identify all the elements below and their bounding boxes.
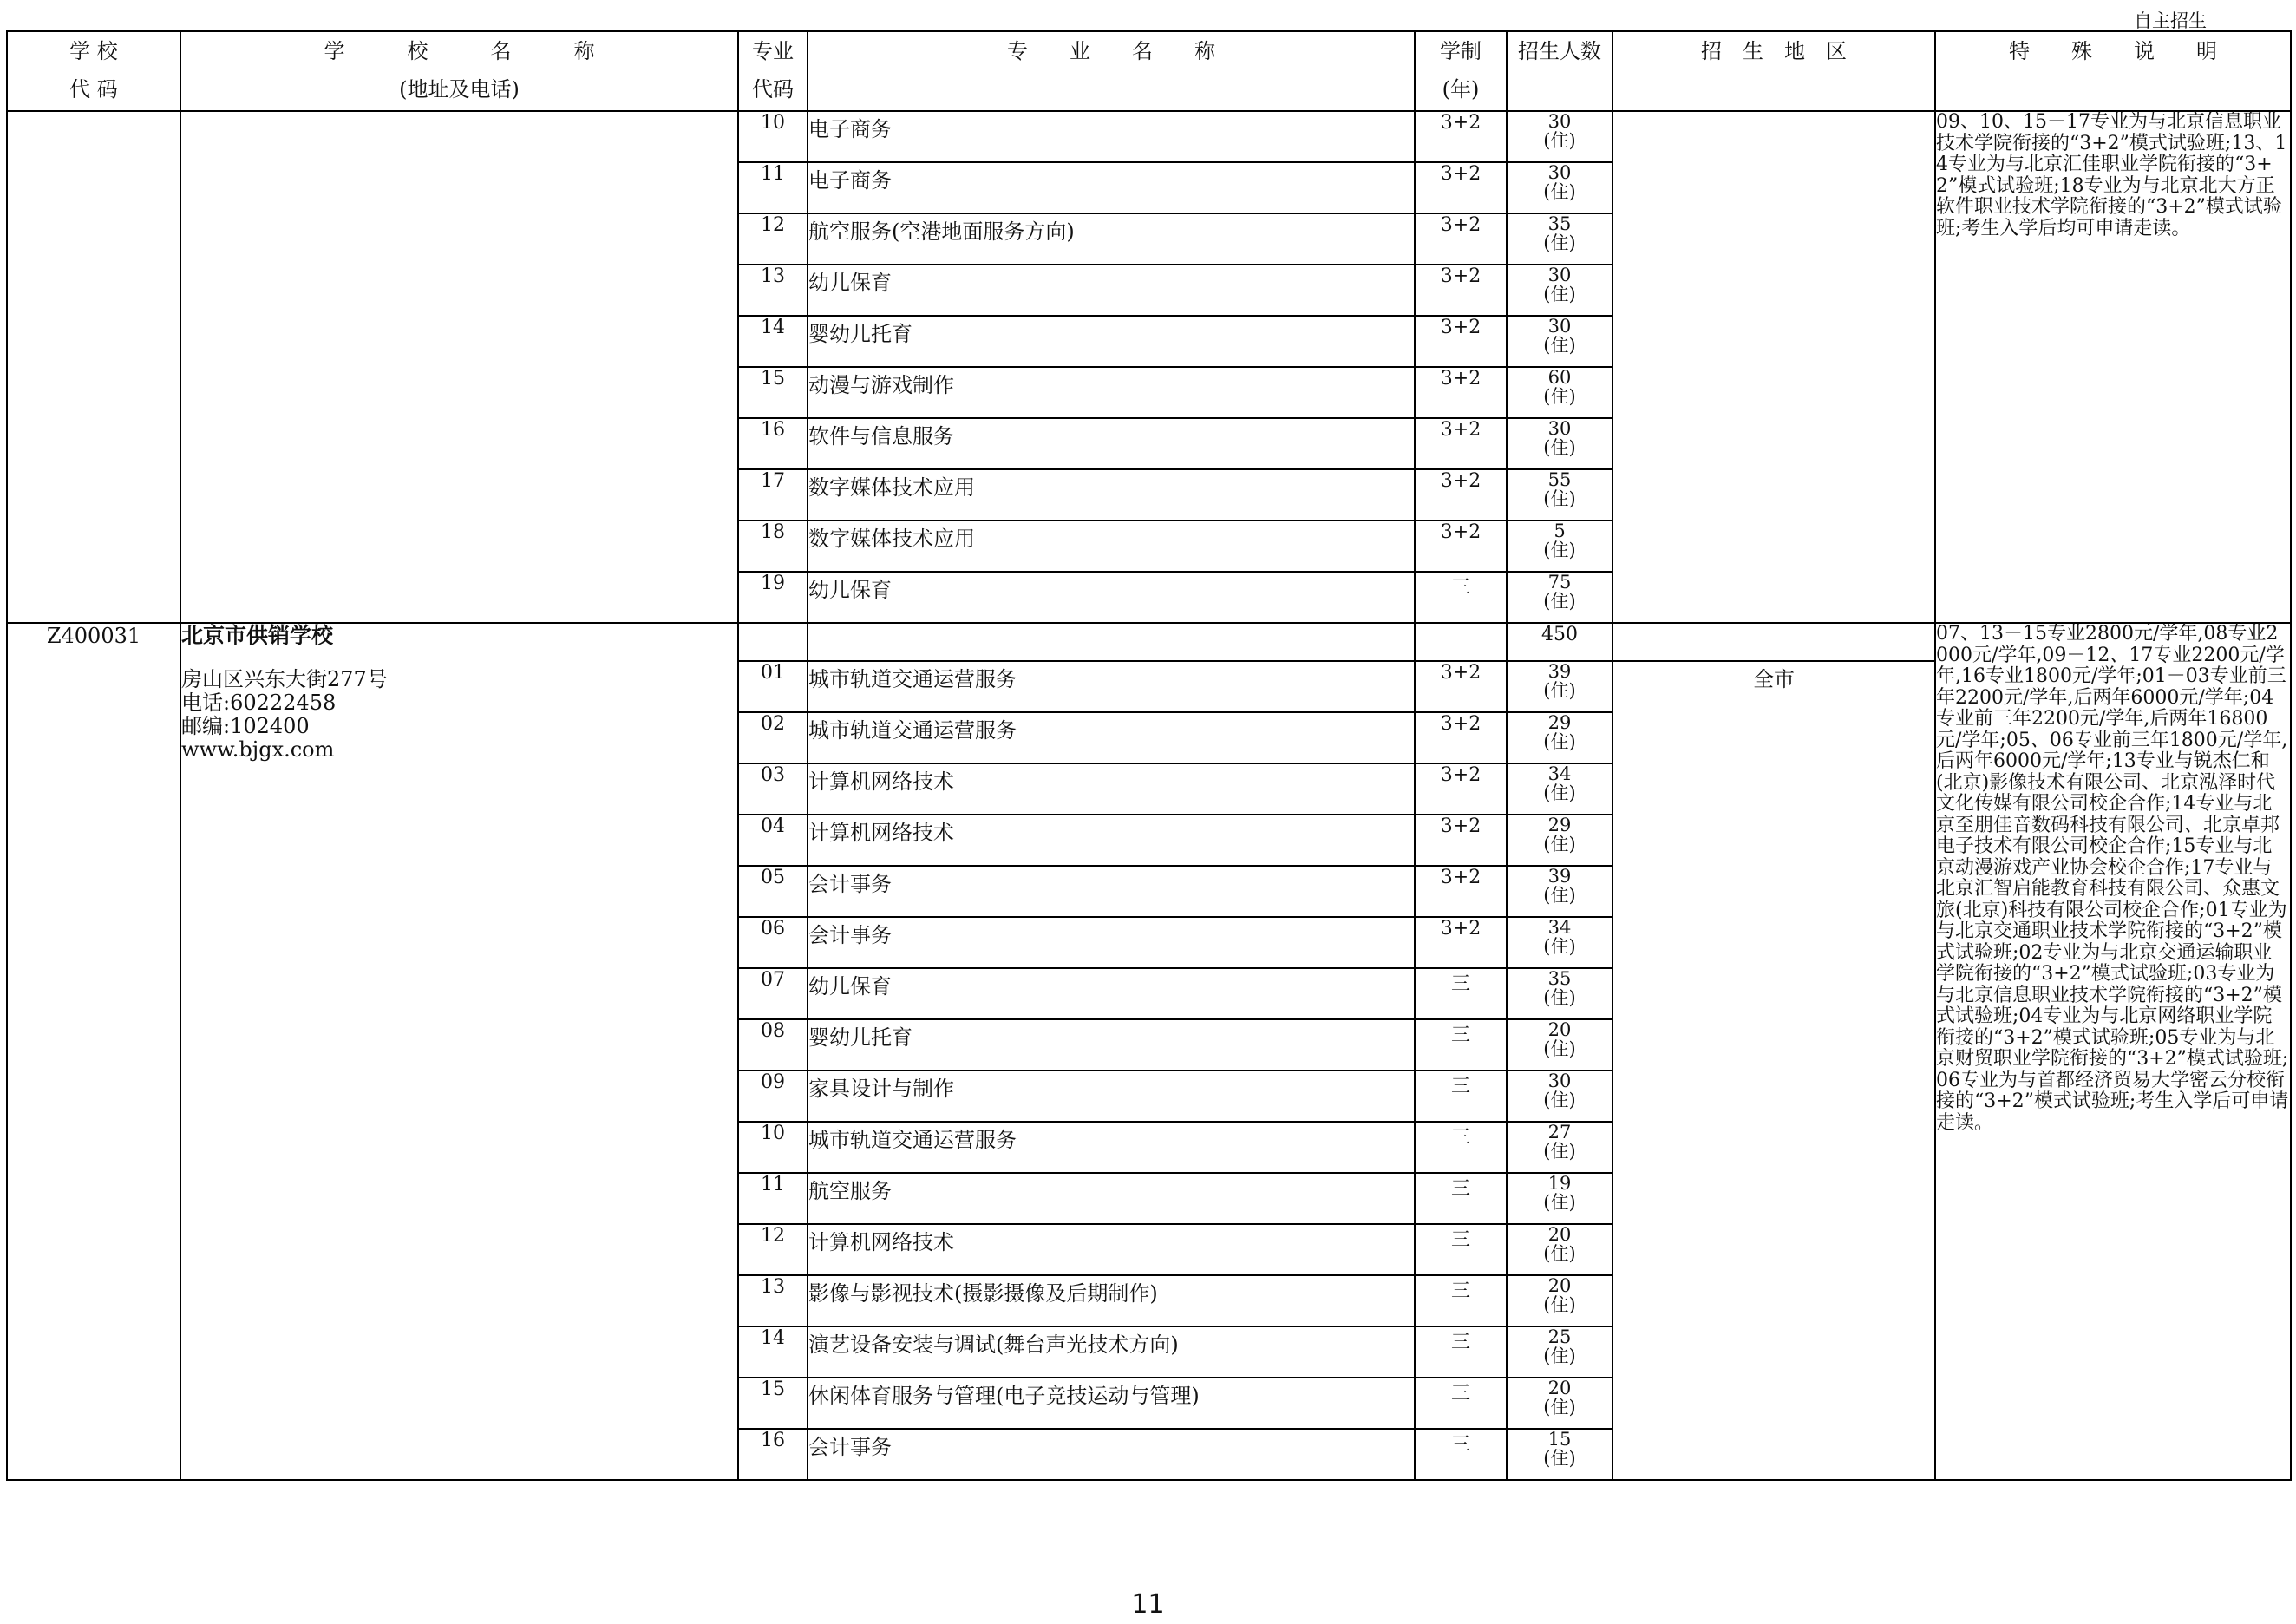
lodging-label: (住) xyxy=(1543,834,1576,855)
count-value: 5 xyxy=(1554,521,1566,541)
enrollment-count xyxy=(1507,866,1612,917)
major-code: 16 xyxy=(738,1429,808,1480)
major-name: 休闲体育服务与管理(电子竞技运动与管理) xyxy=(808,1378,1415,1429)
major-code: 07 xyxy=(738,968,808,1019)
count-value: 30 xyxy=(1547,265,1572,285)
enrollment-count xyxy=(1507,1019,1612,1071)
major-name: 婴幼儿托育 xyxy=(808,1019,1415,1071)
major-duration: 3+2 xyxy=(1415,367,1507,418)
header-region: 招 生 地 区 xyxy=(1612,31,1935,111)
count-value: 34 xyxy=(1547,917,1572,938)
total-enrollment: 450 xyxy=(1507,623,1612,661)
lodging-label: (住) xyxy=(1543,936,1576,957)
count-value: 30 xyxy=(1547,1071,1572,1091)
major-name: 城市轨道交通运营服务 xyxy=(808,661,1415,712)
major-duration: 3+2 xyxy=(1415,162,1507,213)
count-value: 34 xyxy=(1547,763,1572,784)
major-name: 动漫与游戏制作 xyxy=(808,367,1415,418)
major-code: 09 xyxy=(738,1071,808,1122)
major-code: 16 xyxy=(738,418,808,469)
major-name: 数字媒体技术应用 xyxy=(808,521,1415,572)
major-name: 演艺设备安装与调试(舞台声光技术方向) xyxy=(808,1326,1415,1378)
header-notes: 特 殊 说 明 xyxy=(1935,31,2291,111)
major-duration: 三 xyxy=(1415,1326,1507,1378)
lodging-label: (住) xyxy=(1543,987,1576,1008)
major-duration: 三 xyxy=(1415,1378,1507,1429)
lodging-label: (住) xyxy=(1543,1243,1576,1264)
major-name: 会计事务 xyxy=(808,917,1415,968)
count-value: 15 xyxy=(1547,1429,1572,1450)
count-value: 35 xyxy=(1547,968,1572,989)
major-name: 家具设计与制作 xyxy=(808,1071,1415,1122)
major-duration: 三 xyxy=(1415,1019,1507,1071)
major-duration: 3+2 xyxy=(1415,418,1507,469)
major-duration: 3+2 xyxy=(1415,111,1507,162)
major-code: 05 xyxy=(738,866,808,917)
major-code: 03 xyxy=(738,763,808,815)
count-value: 30 xyxy=(1547,111,1572,132)
major-code: 14 xyxy=(738,316,808,367)
major-duration: 3+2 xyxy=(1415,265,1507,316)
major-name: 计算机网络技术 xyxy=(808,1224,1415,1275)
header-school-name: 学 校 名 称 (地址及电话) xyxy=(180,31,738,111)
enrollment-count xyxy=(1507,1275,1612,1326)
major-code: 10 xyxy=(738,111,808,162)
lodging-label: (住) xyxy=(1543,1294,1576,1315)
lodging-label: (住) xyxy=(1543,1448,1576,1469)
count-value: 60 xyxy=(1547,367,1572,388)
empty-cell xyxy=(1415,623,1507,661)
header-school-code: 学 校 代 码 xyxy=(7,31,180,111)
enrollment-count xyxy=(1507,418,1612,469)
enrollment-count xyxy=(1507,1071,1612,1122)
lodging-label: (住) xyxy=(1543,1038,1576,1059)
major-name: 城市轨道交通运营服务 xyxy=(808,1122,1415,1173)
enrollment-count xyxy=(1507,213,1612,265)
region-cell xyxy=(1612,111,1935,623)
school-address: 房山区兴东大街277号 xyxy=(181,667,388,691)
major-name: 城市轨道交通运营服务 xyxy=(808,712,1415,763)
major-name: 航空服务(空港地面服务方向) xyxy=(808,213,1415,265)
lodging-label: (住) xyxy=(1543,284,1576,304)
header-major-name: 专 业 名 称 xyxy=(808,31,1415,111)
enrollment-count xyxy=(1507,1173,1612,1224)
enrollment-count xyxy=(1507,712,1612,763)
major-code: 13 xyxy=(738,265,808,316)
major-name: 航空服务 xyxy=(808,1173,1415,1224)
major-name: 幼儿保育 xyxy=(808,572,1415,623)
major-duration: 3+2 xyxy=(1415,815,1507,866)
major-duration: 3+2 xyxy=(1415,917,1507,968)
lodging-label: (住) xyxy=(1543,1346,1576,1366)
count-value: 19 xyxy=(1547,1173,1572,1194)
enrollment-count xyxy=(1507,521,1612,572)
major-code: 13 xyxy=(738,1275,808,1326)
enrollment-count xyxy=(1507,1429,1612,1480)
lodging-label: (住) xyxy=(1543,437,1576,458)
lodging-label: (住) xyxy=(1543,130,1576,151)
region-cell: 全市 xyxy=(1612,661,1935,1480)
notes-cell: 07、13－15专业2800元/学年,08专业2000元/学年,09－12、17专业2200元/学年,16专业1800元/学年;01－03专业前三年2200元/学年,后两年6000元/学年;04专业前三年2200元/学年,后两年16800元/学年;05、06专业前三年1800元/学年,后两年6000元/学年;13专业与锐杰仁和(北京)影像技术有限公司、北京泓泽时代文化传媒有限公司校企合作;14专业与北京至朋佳音数码科技有限公司、北京卓邦电子技术有限公司校企合作;15专业与北京动漫游戏产业协会校企合作;17专业与北京汇智启能教育科技有限公司、众惠文旅(北京)科技有限公司校企合作;01专业为与北京交通职业技术学院衔接的“3+2”模式试验班;02专业为与北京交通运输职业学院衔接的“3+2”模式试验班;03专业为与北京信息职业技术学院衔接的“3+2”模式试验班;04专业为与北京网络职业学院衔接的“3+2”模式试验班;05专业为与北京财贸职业学院衔接的“3+2”模式试验班;06专业为与首都经济贸易大学密云分校衔接的“3+2”模式试验班;考生入学后可申请走读。 xyxy=(1935,623,2291,1480)
major-name: 幼儿保育 xyxy=(808,265,1415,316)
lodging-label: (住) xyxy=(1543,181,1576,202)
lodging-label: (住) xyxy=(1543,335,1576,356)
enrollment-count xyxy=(1507,1378,1612,1429)
major-name: 会计事务 xyxy=(808,866,1415,917)
empty-cell xyxy=(738,623,808,661)
school-postcode: 邮编:102400 xyxy=(181,714,310,738)
lodging-label: (住) xyxy=(1543,1192,1576,1213)
major-duration: 三 xyxy=(1415,1275,1507,1326)
school-website: www.bjgx.com xyxy=(181,737,335,762)
count-value: 20 xyxy=(1547,1378,1572,1398)
school-code: Z400031 xyxy=(7,623,180,1480)
enrollment-count xyxy=(1507,316,1612,367)
major-code: 02 xyxy=(738,712,808,763)
enrollment-count xyxy=(1507,111,1612,162)
major-code: 14 xyxy=(738,1326,808,1378)
major-duration: 3+2 xyxy=(1415,866,1507,917)
major-duration: 三 xyxy=(1415,1173,1507,1224)
header-duration: 学制 (年) xyxy=(1415,31,1507,111)
header-major-code: 专业 代码 xyxy=(738,31,808,111)
enrollment-count xyxy=(1507,763,1612,815)
enrollment-count xyxy=(1507,661,1612,712)
major-name: 幼儿保育 xyxy=(808,968,1415,1019)
lodging-label: (住) xyxy=(1543,885,1576,906)
category-label: 自主招生 xyxy=(2134,10,2207,31)
block1-body xyxy=(7,111,2291,623)
major-code: 11 xyxy=(738,162,808,213)
block2-body xyxy=(7,623,2291,1480)
school-name: 北京市供销学校 xyxy=(181,623,334,648)
count-value: 55 xyxy=(1547,469,1572,490)
school-summary-row xyxy=(7,623,2291,661)
major-duration: 三 xyxy=(1415,572,1507,623)
major-duration: 三 xyxy=(1415,1429,1507,1480)
major-name: 会计事务 xyxy=(808,1429,1415,1480)
count-value: 29 xyxy=(1547,815,1572,835)
major-name: 电子商务 xyxy=(808,162,1415,213)
major-duration: 3+2 xyxy=(1415,469,1507,521)
lodging-label: (住) xyxy=(1543,591,1576,612)
school-code-cell xyxy=(7,111,180,623)
notes-cell: 09、10、15－17专业为与北京信息职业技术学院衔接的“3+2”模式试验班;13、14专业为与北京汇佳职业学院衔接的“3+2”模式试验班;18专业为与北京北大方正软件职业技术学院衔接的“3+2”模式试验班;考生入学后均可申请走读。 xyxy=(1935,111,2291,623)
enrollment-count xyxy=(1507,572,1612,623)
major-name: 计算机网络技术 xyxy=(808,763,1415,815)
major-code: 17 xyxy=(738,469,808,521)
enrollment-count xyxy=(1507,1122,1612,1173)
header-enrollment: 招生人数 xyxy=(1507,31,1612,111)
enrollment-count xyxy=(1507,1224,1612,1275)
major-code: 15 xyxy=(738,367,808,418)
major-code: 12 xyxy=(738,1224,808,1275)
enrollment-count xyxy=(1507,367,1612,418)
major-duration: 3+2 xyxy=(1415,661,1507,712)
count-value: 39 xyxy=(1547,866,1572,887)
lodging-label: (住) xyxy=(1543,1141,1576,1162)
major-code: 19 xyxy=(738,572,808,623)
major-duration: 三 xyxy=(1415,1122,1507,1173)
enrollment-count xyxy=(1507,917,1612,968)
lodging-label: (住) xyxy=(1543,386,1576,407)
count-value: 75 xyxy=(1547,572,1572,593)
count-value: 30 xyxy=(1547,162,1572,183)
major-name: 数字媒体技术应用 xyxy=(808,469,1415,521)
count-value: 30 xyxy=(1547,418,1572,439)
count-value: 20 xyxy=(1547,1224,1572,1245)
count-value: 29 xyxy=(1547,712,1572,733)
header-row xyxy=(7,31,2291,111)
major-code: 12 xyxy=(738,213,808,265)
major-duration: 3+2 xyxy=(1415,213,1507,265)
major-code: 08 xyxy=(738,1019,808,1071)
major-duration: 3+2 xyxy=(1415,763,1507,815)
major-code: 01 xyxy=(738,661,808,712)
lodging-label: (住) xyxy=(1543,232,1576,253)
enrollment-count xyxy=(1507,968,1612,1019)
lodging-label: (住) xyxy=(1543,1397,1576,1418)
enrollment-table xyxy=(6,30,2292,1481)
school-info xyxy=(180,623,738,1480)
count-value: 25 xyxy=(1547,1326,1572,1347)
major-code: 04 xyxy=(738,815,808,866)
major-code: 11 xyxy=(738,1173,808,1224)
lodging-label: (住) xyxy=(1543,680,1576,701)
major-code: 06 xyxy=(738,917,808,968)
major-code: 15 xyxy=(738,1378,808,1429)
major-name: 婴幼儿托育 xyxy=(808,316,1415,367)
count-value: 20 xyxy=(1547,1275,1572,1296)
enrollment-count xyxy=(1507,815,1612,866)
major-duration: 三 xyxy=(1415,1224,1507,1275)
major-name: 软件与信息服务 xyxy=(808,418,1415,469)
school-name-cell xyxy=(180,111,738,623)
major-name: 计算机网络技术 xyxy=(808,815,1415,866)
major-code: 10 xyxy=(738,1122,808,1173)
major-code: 18 xyxy=(738,521,808,572)
major-name: 影像与影视技术(摄影摄像及后期制作) xyxy=(808,1275,1415,1326)
count-value: 30 xyxy=(1547,316,1572,337)
major-duration: 三 xyxy=(1415,968,1507,1019)
lodging-label: (住) xyxy=(1543,488,1576,509)
major-duration: 3+2 xyxy=(1415,712,1507,763)
count-value: 39 xyxy=(1547,661,1572,682)
count-value: 20 xyxy=(1547,1019,1572,1040)
enrollment-count xyxy=(1507,265,1612,316)
empty-cell xyxy=(1612,623,1935,661)
major-duration: 3+2 xyxy=(1415,316,1507,367)
lodging-label: (住) xyxy=(1543,783,1576,803)
page-number: 11 xyxy=(1131,1589,1165,1620)
lodging-label: (住) xyxy=(1543,1090,1576,1110)
lodging-label: (住) xyxy=(1543,540,1576,560)
table-row xyxy=(7,111,2291,162)
enrollment-count xyxy=(1507,469,1612,521)
major-duration: 3+2 xyxy=(1415,521,1507,572)
major-name: 电子商务 xyxy=(808,111,1415,162)
lodging-label: (住) xyxy=(1543,731,1576,752)
enrollment-count xyxy=(1507,1326,1612,1378)
empty-cell xyxy=(808,623,1415,661)
count-value: 35 xyxy=(1547,213,1572,234)
enrollment-count xyxy=(1507,162,1612,213)
school-phone: 电话:60222458 xyxy=(181,691,337,715)
major-duration: 三 xyxy=(1415,1071,1507,1122)
count-value: 27 xyxy=(1547,1122,1572,1143)
